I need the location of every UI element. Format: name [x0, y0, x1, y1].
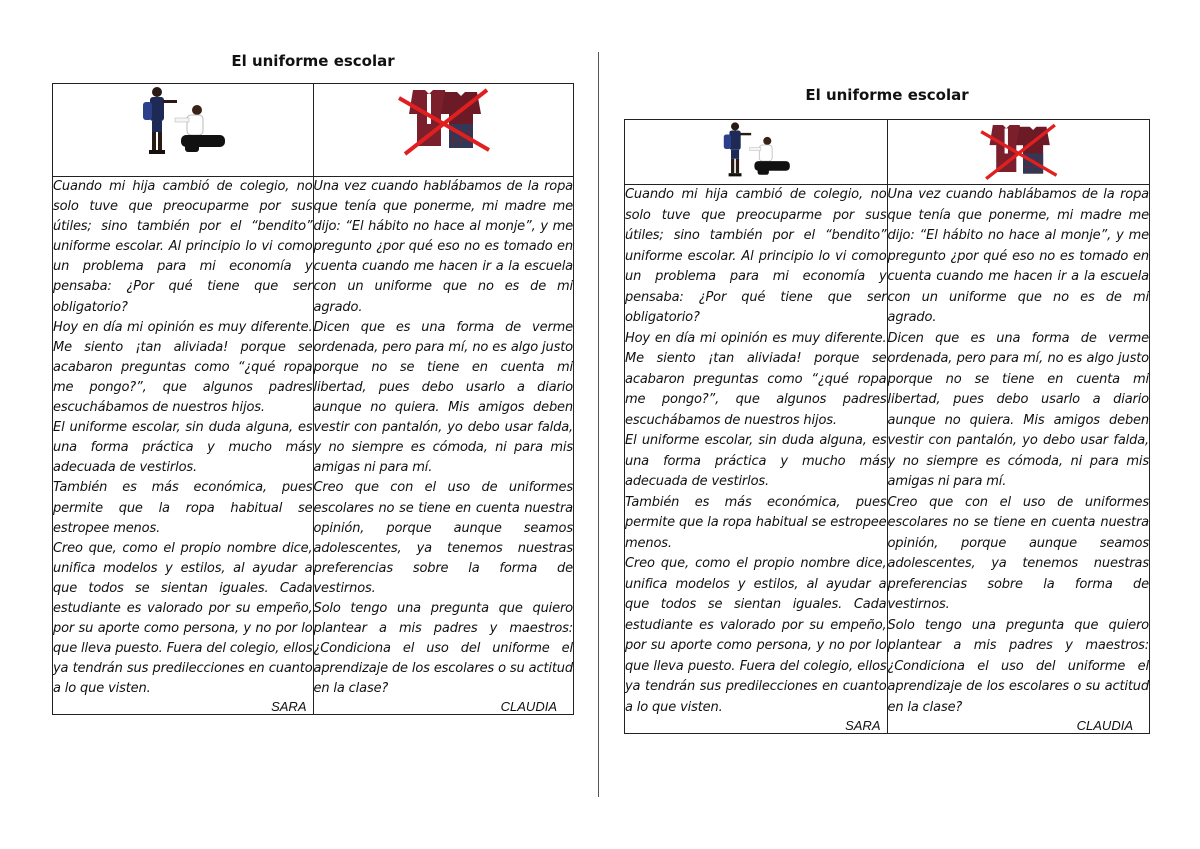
signature-sara: SARA: [271, 699, 307, 715]
page-title: El uniforme escolar: [231, 52, 395, 70]
sara-text: [625, 185, 887, 718]
paragraph: Hoy en día mi opinión es muy diferente. Me siento ¡tan aliviada! porque se acabaron preguntas como “¿qué ropa me pongo?”, que algunos padres escuchábamos de nuestros hijos.: [625, 330, 887, 428]
paragraph: Cuando mi hija cambió de colegio, no solo tuve que preocuparme por sus útiles; sino también por el “bendito” uniforme escolar. Al principio lo vi como un problema para mi economía y pensaba: ¿Por qué tiene que ser obligatorio?: [53, 179, 313, 315]
crossed-out-uniform-illustration: [974, 120, 1062, 182]
image-cell-claudia: [887, 120, 1150, 185]
sara-column: [53, 177, 314, 715]
paragraph: Creo que con el uso de uniformes escolares no se tiene en cuenta nuestra opinión, porque aunque seamos adolescentes, ya tenemos nuestras preferencias sobre la forma de vestirnos.: [313, 480, 573, 596]
paragraph: Dicen que es una forma de verme ordenada, pero para mí, no es algo justo porque no se tiene en cuenta mi libertad, pues debo usarlo a diario aunque no quiera. Mis amigos deben vestir con pantalón, yo debo usar falda, y no siempre es cómoda, ni para mis amigas ni para mí.: [313, 319, 573, 476]
right-copy: [624, 86, 1150, 734]
paragraph: Una vez cuando hablábamos de la ropa que tenía que ponerme, mi madre me dijo: “El hábito no hace al monje”, y me pregunto ¿por qué eso no es tomado en cuenta cuando me hacen ir a la escuela con un uniforme que no es de mi agrado.: [887, 187, 1149, 325]
signature-claudia: CLAUDIA: [1076, 718, 1133, 733]
crossed-out-uniform-illustration: [391, 84, 495, 158]
claudia-column: [313, 177, 574, 715]
paragraph: Una vez cuando hablábamos de la ropa que tenía que ponerme, mi madre me dijo: “El hábito no hace al monje”, y me pregunto ¿por qué eso no es tomado en cuenta cuando me hacen ir a la escuela con un uniforme que no es de mi agrado.: [313, 179, 573, 315]
page-title: El uniforme escolar: [805, 86, 969, 104]
claudia-column: [887, 185, 1150, 734]
signature-sara: SARA: [845, 718, 881, 733]
paragraph: Solo tengo una pregunta que quiero plantear a mis padres y maestros: ¿Condiciona el uso del uniforme el aprendizaje de los escolares o su actitud en la clase?: [313, 600, 573, 697]
claudia-text: [314, 177, 574, 699]
mother-dressing-child-illustration: [133, 84, 233, 156]
image-cell-sara: [625, 120, 888, 185]
paragraph: También es más económica, pues permite que la ropa habitual se estropee menos.: [625, 494, 887, 551]
image-cell-claudia: [313, 84, 574, 177]
paragraph: Creo que, como el propio nombre dice, unifica modelos y estilos, al ayudar a que todos se sientan iguales. Cada estudiante es valorado por su empeño, por su aporte como persona, y no por lo que lleva puesto. Fuera del colegio, ellos ya tendrán sus predilecciones en cuanto a lo que visten.: [53, 540, 313, 697]
paragraph: El uniforme escolar, sin duda alguna, es una forma práctica y mucho más adecuada de vestirlos.: [625, 433, 887, 489]
paragraph: Solo tengo una pregunta que quiero plantear a mis padres y maestros: ¿Condiciona el uso del uniforme el aprendizaje de los escolares o su actitud en la clase?: [887, 617, 1149, 715]
mother-dressing-child-illustration: [714, 120, 798, 178]
paragraph: Cuando mi hija cambió de colegio, no solo tuve que preocuparme por sus útiles; sino también por el “bendito” uniforme escolar. Al principio lo vi como un problema para mi economía y pensaba: ¿Por qué tiene que ser obligatorio?: [625, 187, 887, 325]
paragraph: El uniforme escolar, sin duda alguna, es una forma práctica y mucho más adecuada de vestirlos.: [53, 420, 313, 476]
paragraph: Creo que con el uso de uniformes escolares no se tiene en cuenta nuestra opinión, porque aunque seamos adolescentes, ya tenemos nuestras preferencias sobre la forma de vestirnos.: [887, 494, 1149, 612]
essay-table: [624, 119, 1150, 734]
center-divider: [598, 52, 599, 797]
left-copy: [52, 52, 574, 715]
signature-claudia: CLAUDIA: [500, 699, 557, 715]
sara-text: [53, 177, 313, 699]
image-cell-sara: [53, 84, 314, 177]
claudia-text: [888, 185, 1150, 718]
paragraph: También es más económica, pues permite que la ropa habitual se estropee menos.: [53, 480, 313, 536]
paragraph: Creo que, como el propio nombre dice, unifica modelos y estilos, al ayudar a que todos se sientan iguales. Cada estudiante es valorado por su empeño, por su aporte como persona, y no por lo que lleva puesto. Fuera del colegio, ellos ya tendrán sus predilecciones en cuanto a lo que visten.: [625, 556, 887, 715]
essay-table: [52, 83, 574, 715]
sara-column: [625, 185, 888, 734]
paragraph: Hoy en día mi opinión es muy diferente. Me siento ¡tan aliviada! porque se acabaron preguntas como “¿qué ropa me pongo?”, que algunos padres escuchábamos de nuestros hijos.: [53, 319, 313, 416]
paragraph: Dicen que es una forma de verme ordenada, pero para mí, no es algo justo porque no se tiene en cuenta mi libertad, pues debo usarlo a diario aunque no quiera. Mis amigos deben vestir con pantalón, yo debo usar falda, y no siempre es cómoda, ni para mis amigas ni para mí.: [887, 330, 1149, 489]
